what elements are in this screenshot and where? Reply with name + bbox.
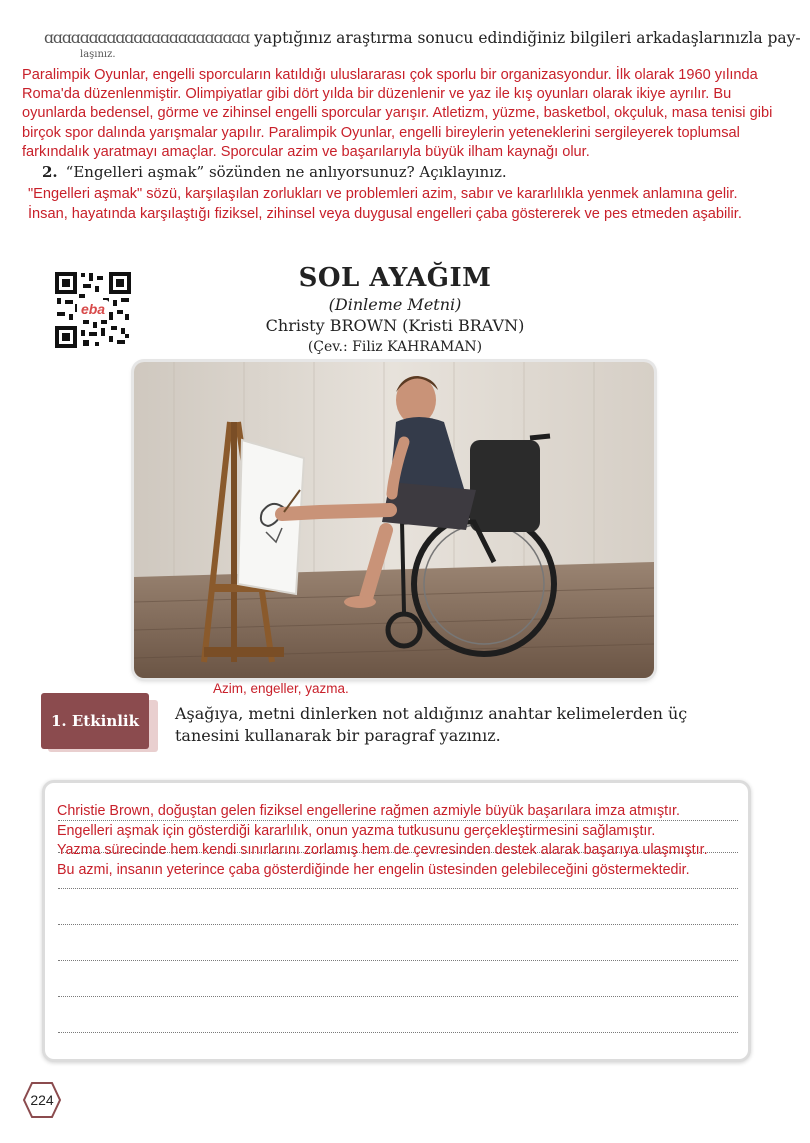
- prompt-line-1: [44, 29, 801, 47]
- writing-line: [58, 888, 738, 889]
- answer-1-line: oyunlarda bedensel, görme ve zihinsel engelli sporcular yarışır. Atletizm, yüzme, basketbol, okçuluk, masa tenisi gibi: [22, 105, 773, 122]
- answer-1-paragraph: [22, 66, 794, 162]
- scribbled-text: ɑɑɑɑɑɑɑɑɑɑɑɑɑɑɑɑɑɑɑɑɑɑɑ: [44, 29, 250, 47]
- answer-3-line: Christie Brown, doğuştan gelen fiziksel engellerine rağmen azmiyle büyük başarılara imza atmıştır.: [57, 803, 680, 819]
- answer-3-line: Bu azmi, insanın yeterince çaba gösterdiğinde her engelin üstesinden gelebileceğini göstermektedir.: [57, 861, 690, 878]
- answer-1-line: birçok spor dalında yarışmalar yapılır. Paralimpik Oyunlar, engelli bireylerin yeteneklerini sergileyerek toplumsal: [22, 124, 740, 141]
- activity-badge: 1. Etkinlik: [41, 693, 149, 749]
- author: Christy BROWN (Kristi BRAVN): [265, 316, 525, 335]
- keywords-note: Azim, engeller, yazma.: [213, 681, 349, 696]
- answer-1-line: farkındalık yaratmayı amaçlar. Sporcular azim ve başarılarıyla büyük ilham kaynağı olur.: [22, 143, 590, 160]
- answer-1-line: Paralimpik Oyunlar, engelli sporcuların katıldığı uluslararası çok sporlu bir organizasyondur. İlk olarak 1960 yılında: [22, 67, 758, 83]
- answer-2-line: İnsan, hayatında karşılaştığı fiziksel, zihinsel veya duygusal engelleri çaba göstererek ve pes etmeden aşabilir.: [28, 206, 742, 222]
- writing-line: [58, 996, 738, 997]
- prompt-text: yaptığınız araştırma sonucu edindiğiniz bilgileri arkadaşlarınızla pay-: [254, 29, 801, 47]
- answer-3-line: Yazma sürecinde hem kendi sınırlarını zorlamış hem de çevresinden destek alarak başarıya ulaşmıştır.: [57, 842, 708, 858]
- activity-instruction: Aşağıya, metni dinlerken not aldığınız anahtar kelimelerden üç tanesini kullanarak bir paragraf yazınız.: [175, 704, 688, 745]
- listening-text-header: [180, 263, 610, 355]
- qr-code-icon[interactable]: [53, 270, 133, 350]
- writing-line: [58, 924, 738, 925]
- answer-3-line: Engelleri aşmak için gösterdiği kararlılık, onun yazma tutkusunu gerçekleştirmesini sağlamıştır.: [57, 822, 656, 839]
- svg-text:eba: eba: [80, 301, 106, 317]
- answer-3-paragraph: [57, 802, 747, 880]
- question-2-number: 2.: [42, 163, 58, 181]
- eba-logo: [77, 300, 109, 318]
- illustration-boy-painting-with-foot: [134, 362, 654, 678]
- page-number: 224: [30, 1092, 54, 1108]
- translator: (Çev.: Filiz KAHRAMAN): [307, 339, 483, 355]
- answer-2-paragraph: [28, 184, 798, 224]
- prompt-line-2: laşınız.: [80, 49, 116, 60]
- question-2: [42, 163, 507, 181]
- writing-line: [58, 1032, 738, 1033]
- page-title: SOL AYAĞIM: [298, 263, 492, 293]
- writing-line: [58, 960, 738, 961]
- page-number-badge: [22, 1080, 62, 1120]
- subtitle: (Dinleme Metni): [328, 295, 462, 314]
- answer-2-line: "Engelleri aşmak" sözü, karşılaşılan zorlukları ve problemleri azim, sabır ve kararlılıkla yenmek anlamına gelir.: [28, 186, 738, 202]
- question-2-text: “Engelleri aşmak” sözünden ne anlıyorsunuz? Açıklayınız.: [65, 163, 507, 181]
- answer-1-line: Roma'da düzenlenmiştir. Olimpiyatlar gibi dört yılda bir düzenlenir ve yaz ile kış oyunları olarak ikiye ayrılır. Bu: [22, 86, 732, 103]
